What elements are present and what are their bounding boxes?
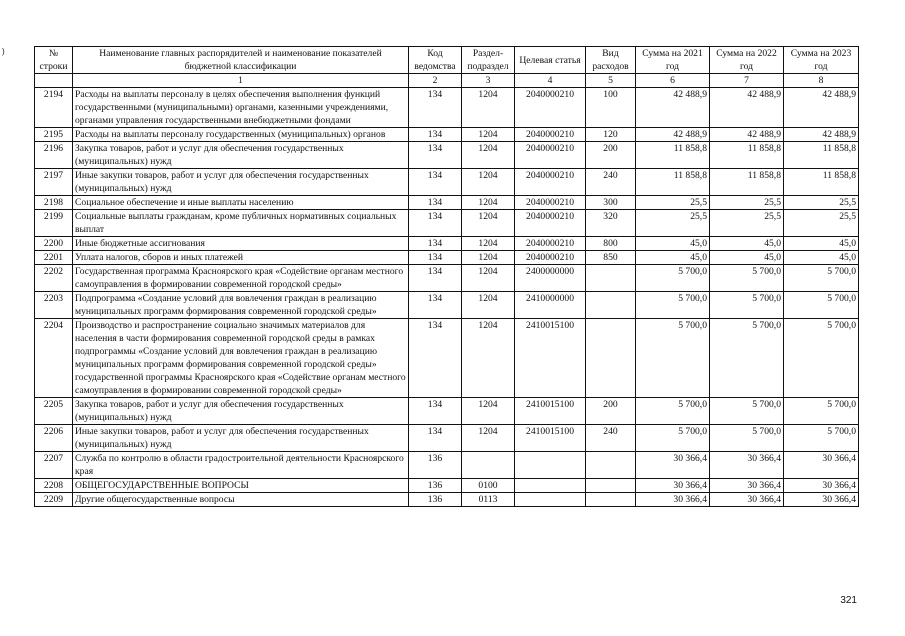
target-article: 2410000000 [515,292,586,319]
section-code: 1204 [462,292,515,319]
row-name: Другие общегосударственные вопросы [73,493,409,507]
expense-type [586,292,636,319]
row-number: 2208 [35,479,73,493]
sum-2023: 5 700,0 [784,425,859,452]
section-code: 1204 [462,169,515,196]
budget-table [34,46,859,507]
expense-type: 200 [586,142,636,169]
row-number: 2199 [35,210,73,237]
sum-2021: 30 366,4 [636,452,710,479]
row-name: Иные закупки товаров, работ и услуг для обеспечения государственных (муниципальных) нужд [73,425,409,452]
ministry-code: 136 [409,479,462,493]
sum-2021: 42 488,9 [636,128,710,142]
sum-2023: 30 366,4 [784,452,859,479]
target-article: 2040000210 [515,128,586,142]
ministry-code: 134 [409,265,462,292]
row-name: Закупка товаров, работ и услуг для обеспечения государственных (муниципальных) нужд [73,142,409,169]
table-row [35,479,859,493]
sum-2022: 30 366,4 [710,452,784,479]
sum-2021: 45,0 [636,237,710,251]
section-code: 1204 [462,398,515,425]
sum-2023: 42 488,9 [784,88,859,128]
target-article: 2040000210 [515,169,586,196]
header-sum-2022: Сумма на 2022 год [710,47,784,74]
header-sum-2023: Сумма на 2023 год [784,47,859,74]
ministry-code: 134 [409,425,462,452]
expense-type: 320 [586,210,636,237]
row-number: 2198 [35,196,73,210]
expense-type: 240 [586,425,636,452]
target-article: 2400000000 [515,265,586,292]
row-name: Иные бюджетные ассигнования [73,237,409,251]
header-sum-2021: Сумма на 2021 год [636,47,710,74]
table-row [35,196,859,210]
row-number: 2196 [35,142,73,169]
row-name: Социальное обеспечение и иные выплаты населению [73,196,409,210]
sum-2022: 45,0 [710,237,784,251]
section-code: 1204 [462,251,515,265]
table-row [35,319,859,398]
section-code: 1204 [462,319,515,398]
row-number: 2197 [35,169,73,196]
sum-2023: 11 858,8 [784,169,859,196]
sum-2022: 30 366,4 [710,493,784,507]
ministry-code: 134 [409,398,462,425]
row-number: 2201 [35,251,73,265]
section-code: 1204 [462,142,515,169]
sum-2022: 5 700,0 [710,425,784,452]
column-number-row [35,74,859,88]
target-article: 2040000210 [515,142,586,169]
expense-type [586,265,636,292]
header-ministry-code: Код ведомства [409,47,462,74]
target-article: 2410015100 [515,398,586,425]
row-number: 2195 [35,128,73,142]
table-row [35,425,859,452]
target-article: 2410015100 [515,425,586,452]
ministry-code: 134 [409,237,462,251]
ministry-code: 134 [409,292,462,319]
expense-type: 240 [586,169,636,196]
column-number: 2 [409,74,462,88]
row-number: 2206 [35,425,73,452]
row-name: Служба по контролю в области градостроительной деятельности Красноярского края [73,452,409,479]
target-article: 2040000210 [515,196,586,210]
ministry-code: 134 [409,142,462,169]
expense-type: 300 [586,196,636,210]
sum-2021: 11 858,8 [636,142,710,169]
row-name: Государственная программа Красноярского края «Содействие органам местного самоуправления в формировании современной городской среды» [73,265,409,292]
ministry-code: 134 [409,169,462,196]
column-number: 3 [462,74,515,88]
header-target-article: Целевая статья [515,47,586,74]
sum-2023: 25,5 [784,196,859,210]
target-article: 2040000210 [515,237,586,251]
sum-2022: 30 366,4 [710,479,784,493]
sum-2021: 45,0 [636,251,710,265]
table-row [35,251,859,265]
column-number [35,74,73,88]
target-article: 2040000210 [515,88,586,128]
section-code: 1204 [462,425,515,452]
row-name: Социальные выплаты гражданам, кроме публичных нормативных социальных выплат [73,210,409,237]
sum-2022: 42 488,9 [710,88,784,128]
target-article [515,452,586,479]
sum-2021: 30 366,4 [636,493,710,507]
sum-2023: 11 858,8 [784,142,859,169]
section-code: 1204 [462,196,515,210]
table-row [35,265,859,292]
column-number: 5 [586,74,636,88]
row-name: Уплата налогов, сборов и иных платежей [73,251,409,265]
ministry-code: 134 [409,196,462,210]
section-code: 1204 [462,88,515,128]
table-row [35,88,859,128]
row-number: 2207 [35,452,73,479]
table-row [35,292,859,319]
target-article: 2040000210 [515,251,586,265]
expense-type: 120 [586,128,636,142]
sum-2021: 25,5 [636,210,710,237]
expense-type: 200 [586,398,636,425]
column-number: 4 [515,74,586,88]
row-name: Расходы на выплаты персоналу государственных (муниципальных) органов [73,128,409,142]
target-article: 2040000210 [515,210,586,237]
ministry-code: 134 [409,319,462,398]
sum-2023: 5 700,0 [784,292,859,319]
sum-2023: 30 366,4 [784,479,859,493]
expense-type: 100 [586,88,636,128]
sum-2022: 5 700,0 [710,319,784,398]
section-code [462,452,515,479]
ministry-code: 134 [409,251,462,265]
table-row [35,142,859,169]
sum-2022: 45,0 [710,251,784,265]
header-row-number: № строки [35,47,73,74]
header-expense-type: Вид расходов [586,47,636,74]
header-section: Раздел-подраздел [462,47,515,74]
page-number: 321 [840,595,857,606]
expense-type [586,479,636,493]
sum-2022: 5 700,0 [710,292,784,319]
sum-2023: 45,0 [784,251,859,265]
row-name: Производство и распространение социально значимых материалов для населения в части формирования современной городской среды в рамках подпрограммы «Создание условий для вовлечения граждан в реализацию муниципальных программ формирования современной городской среды» государственной программы Красноярского края «Содействие органам местного самоуправления в формировании современной городской среды» [73,319,409,398]
table-row [35,493,859,507]
ministry-code: 136 [409,493,462,507]
expense-type [586,493,636,507]
ministry-code: 136 [409,452,462,479]
header-row [35,47,859,74]
ministry-code: 134 [409,128,462,142]
header-name: Наименование главных распорядителей и наименование показателей бюджетной классификации [73,47,409,74]
column-number: 8 [784,74,859,88]
sum-2023: 25,5 [784,210,859,237]
row-number: 2204 [35,319,73,398]
expense-type [586,319,636,398]
column-number: 1 [73,74,409,88]
table-row [35,210,859,237]
target-article: 2410015100 [515,319,586,398]
sum-2022: 5 700,0 [710,265,784,292]
row-number: 2202 [35,265,73,292]
ministry-code: 134 [409,88,462,128]
target-article [515,479,586,493]
row-number: 2200 [35,237,73,251]
sum-2021: 5 700,0 [636,292,710,319]
sum-2022: 42 488,9 [710,128,784,142]
ministry-code: 134 [409,210,462,237]
row-number: 2203 [35,292,73,319]
sum-2021: 30 366,4 [636,479,710,493]
section-code: 1204 [462,210,515,237]
sum-2021: 42 488,9 [636,88,710,128]
row-number: 2205 [35,398,73,425]
budget-table-container [34,46,858,507]
row-name: Расходы на выплаты персоналу в целях обеспечения выполнения функций государственными (муниципальными) органами, казенными учреждениями, органами управления государственными внебюджетными фондами [73,88,409,128]
sum-2022: 25,5 [710,196,784,210]
edge-mark: ) [2,47,5,56]
sum-2022: 5 700,0 [710,398,784,425]
sum-2022: 11 858,8 [710,142,784,169]
column-number: 6 [636,74,710,88]
expense-type: 850 [586,251,636,265]
table-row [35,452,859,479]
row-number: 2209 [35,493,73,507]
row-number: 2194 [35,88,73,128]
section-code: 0113 [462,493,515,507]
section-code: 1204 [462,128,515,142]
row-name: ОБЩЕГОСУДАРСТВЕННЫЕ ВОПРОСЫ [73,479,409,493]
sum-2023: 30 366,4 [784,493,859,507]
expense-type: 800 [586,237,636,251]
column-number: 7 [710,74,784,88]
sum-2023: 45,0 [784,237,859,251]
sum-2023: 5 700,0 [784,398,859,425]
table-body [35,88,859,507]
row-name: Подпрограмма «Создание условий для вовлечения граждан в реализацию муниципальных программ формирования современной городской среды» [73,292,409,319]
sum-2021: 5 700,0 [636,425,710,452]
section-code: 0100 [462,479,515,493]
sum-2022: 11 858,8 [710,169,784,196]
table-row [35,237,859,251]
target-article [515,493,586,507]
table-row [35,169,859,196]
row-name: Иные закупки товаров, работ и услуг для обеспечения государственных (муниципальных) нужд [73,169,409,196]
expense-type [586,452,636,479]
sum-2021: 5 700,0 [636,319,710,398]
table-row [35,128,859,142]
sum-2021: 25,5 [636,196,710,210]
section-code: 1204 [462,265,515,292]
sum-2023: 42 488,9 [784,128,859,142]
table-row [35,398,859,425]
section-code: 1204 [462,237,515,251]
sum-2021: 5 700,0 [636,398,710,425]
row-name: Закупка товаров, работ и услуг для обеспечения государственных (муниципальных) нужд [73,398,409,425]
sum-2023: 5 700,0 [784,265,859,292]
sum-2021: 11 858,8 [636,169,710,196]
sum-2021: 5 700,0 [636,265,710,292]
sum-2023: 5 700,0 [784,319,859,398]
sum-2022: 25,5 [710,210,784,237]
